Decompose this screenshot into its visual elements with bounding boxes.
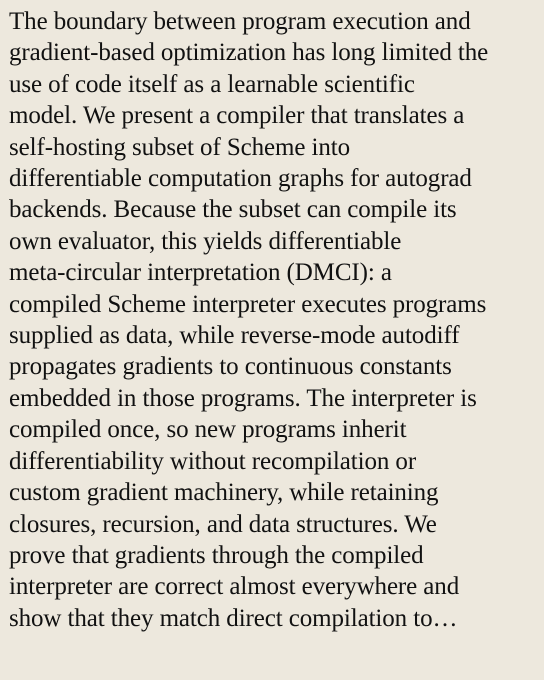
text-line: meta-circular interpretation (DMCI): a	[9, 259, 392, 287]
text-line: differentiable computation graphs for autograd	[9, 165, 472, 193]
text-line: self-hosting subset of Scheme into	[9, 133, 350, 161]
text-line: compiled once, so new programs inherit	[9, 416, 407, 444]
text-line: compiled Scheme interpreter executes programs	[9, 290, 487, 318]
text-line: show that they match direct compilation to…	[9, 604, 458, 632]
text-line: supplied as data, while reverse-mode autodiff	[9, 322, 460, 350]
text-line: interpreter are correct almost everywhere and	[9, 573, 460, 601]
text-line: backends. Because the subset can compile its	[9, 196, 457, 224]
text-line: propagates gradients to continuous constants	[9, 353, 452, 381]
text-line: The boundary between program execution and	[9, 8, 471, 35]
text-line: use of code itself as a learnable scientific	[9, 70, 415, 98]
text-line: model. We present a compiler that translates a	[9, 102, 465, 130]
text-line: own evaluator, this yields differentiable	[9, 227, 402, 255]
text-line: embedded in those programs. The interpreter is	[9, 384, 477, 412]
abstract-text	[9, 6, 544, 634]
text-line: prove that gradients through the compiled	[9, 541, 424, 569]
text-line: gradient-based optimization has long limited the	[9, 39, 489, 67]
text-line: custom gradient machinery, while retaining	[9, 479, 439, 507]
text-line: differentiability without recompilation or	[9, 447, 417, 475]
text-line: closures, recursion, and data structures. We	[9, 510, 437, 538]
